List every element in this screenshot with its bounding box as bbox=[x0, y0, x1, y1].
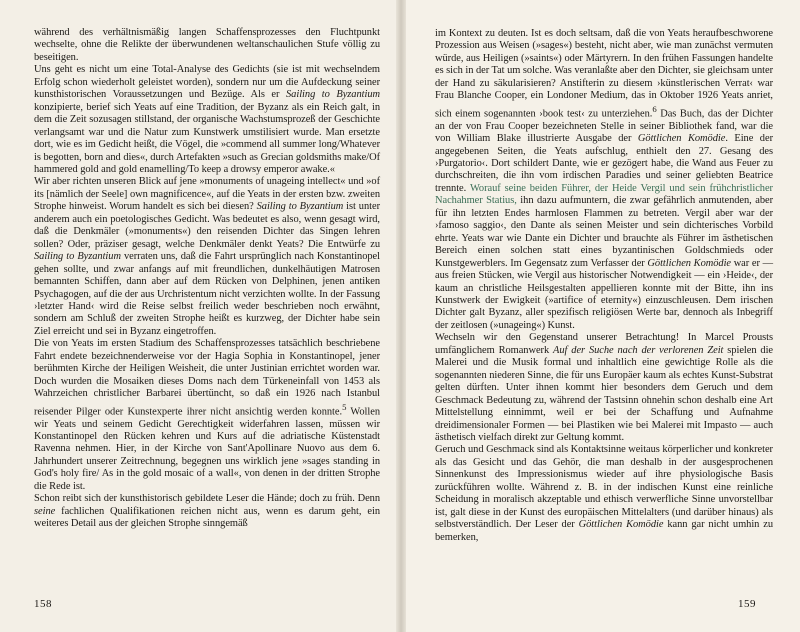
text-run: im Kontext zu deuten. Ist es doch seltsam, daß die von Yeats heraufbeschworene Prozession aus Weisen (»sages«) besteht, nicht aber, wie man zunächst vermuten würde, aus Heiligen (»saints«) oder Märtyrern. In den frühen Fassungen handelte es sich in der Tat um solche. Was veranlaßte aber den Dichter, sie gleichsam unter der Hand zu säkularisieren? Anstifterin zu diesem ›künstlerischen Verrat‹ war Frau Blanche Cooper, ein Londoner Medium, das in Oktober 1926 Yeats anriet, sich einem sogenannten ›book test‹ zu unterziehen. bbox=[435, 28, 773, 120]
paragraph bbox=[34, 338, 380, 493]
text-run: Geruch und Geschmack sind als Kontaktsinne weitaus körperlicher und konkreter als das Gesicht und das Gehör, die man deshalb in der ausgesprochenen Sinnenkunst des Impressionismus wieder auf ihre physiologische Basis zurückführen wollte. Während z. B. in der indischen Kunst eine reinliche Scheidung in moralisch akzeptable und ethisch verwerfliche Sinne unvorstellbar ist, galt diese in der Kunst des europäischen Mittelalters (und darüber hinaus) als selbstverständlich. Der Leser der bbox=[435, 444, 773, 531]
text-run: verraten uns, daß die Fahrt ursprünglich nach Konstantinopel gehen sollte, und zwar anfangs auf mit freundlichen, dunkelhäutigen Matrosen bemannten Schiffen, dann aber auf dem Rücken von Delphinen, jenen antiken Psychagogen, auf die der aus Urchristentum nicht verzichten wollte. In der Fassung ›letzter Hand‹ wird die Reise selbst freilich weder beschrieben noch erwähnt, sondern am Schluß der zweiten Strophe heißt es kurzweg, der Dichter habe sein Ziel erreicht und sei in Byzanz eingetroffen. bbox=[34, 251, 380, 337]
text-run: war er — aus freien Stücken, wie Vergil aus historischer Notwendigkeit — ein ›Heide‹, der kaum an christliche Heilsgestalten appellieren konnte mit der Bitte, ihn ins Kunstwerk der Ewigkeit (»artifice of eternity«) einzuschleusen. Dem irischen Dichter galt Byzanz, aller spezifisch religiösen Werte bar, dennoch als Inbegriff der zeitlosen (»unageing«) Kunst. bbox=[435, 257, 773, 331]
page-number: 158 bbox=[34, 598, 52, 610]
work-title: Göttlichen Komödie bbox=[647, 257, 731, 269]
left-page-text bbox=[34, 27, 380, 531]
paragraph bbox=[34, 176, 380, 338]
paragraph bbox=[34, 64, 380, 176]
paragraph bbox=[435, 444, 773, 544]
text-run: fachlichen Qualifikationen reichen nicht aus, wenn es darum geht, ein weiteres Detail aus der gleichen Strophe sinngemäß bbox=[34, 505, 380, 530]
text-run: spielen die Malerei und die Musik formal und inhaltlich eine gewichtige Rolle als die sogenannten niederen Sinne, die für uns Europäer kaum als echtes Kunst-Substrat gelten dürften. Unter ihnen kommt hier besonders dem Geruch und dem Geschmack Bedeutung zu, während der Tastsinn ohnehin schon deshalb eine Art Mittelstellung einnimmt, weil er bei der Schaffung und Aufnahme dreidimensionaler Formen — bei Plastiken wie bei Malerei mit Impasto — auch ästhetisch vielfach direkt zur Geltung kommt. bbox=[435, 344, 774, 443]
text-run: Schon reibt sich der kunsthistorisch gebildete Leser die Hände; doch zu früh. Denn bbox=[34, 493, 380, 505]
footnote-marker: 5 bbox=[342, 401, 347, 412]
work-title: Sailing to Byzantium bbox=[34, 251, 121, 263]
text-run: Die von Yeats im ersten Stadium des Schaffensprozesses tatsächlich beschriebene Fahrt endete bezeichnenderweise vor der Hagia Sophia in Konstantinopel, jener berühmten Kirche der Heiligen Weisheit, die unter Justinian errichtet worden war. Doch wurden die Mosaiken dieses Doms nach dem Türkeneinfall von 1453 als Wahrzeichen christlicher Barbarei übertüncht, so daß ein 1926 nach Istanbul reisender Pilger oder Kunstexperte ihrer nicht ansichtig werden konnte. bbox=[34, 338, 380, 418]
work-title: Göttlichen Komödie bbox=[578, 519, 664, 531]
text-run: während des verhältnismäßig langen Schaffensprozesses den Fluchtpunkt wechselte, ohne die Relikte der überwundenen weltanschaulichen Stufe völlig zu beseitigen. bbox=[34, 27, 380, 63]
emphasis: seine bbox=[34, 505, 56, 517]
work-title: Göttlichen Komödie bbox=[637, 133, 726, 145]
work-title: Sailing to Byzantium bbox=[286, 89, 380, 101]
text-run: ist unter anderem auch ein poetologisches Gedicht. Was bedeutet es also, wenn gesagt wird, daß die Denkmäler (»monuments«) den reisenden Dichter das Singen lehren sollen? Oder, präziser gesagt, welche Denkmäler denkt Yeats? Die Entwürfe zu bbox=[34, 201, 380, 250]
paragraph bbox=[435, 332, 773, 444]
work-title: Sailing to Byzantium bbox=[256, 201, 344, 213]
text-run: Wir aber richten unseren Blick auf jene »monuments of unageing intellect« und »of its [nämlich der Seele] own magnificence«, auf die Yeats in der ersten bzw. zweiten Strophe hinweist. Worum handelt es sich bei diesen? bbox=[34, 176, 380, 213]
page-number: 159 bbox=[738, 598, 756, 610]
text-run: Wollen wir Yeats und seinem Gedicht Gerechtigkeit widerfahren lassen, müssen wir Konstantinopel den Rücken kehren und Kurs auf die adriatische Küstenstadt Ravenna nehmen. Hier, in der Kirche von Sant'Apollinare Nuovo aus dem 6. Jahrhundert unserer Zeitrechnung, begegnen uns wirklich jene »sages standing in God's holy fire/ As in the gold mosaic of a wall«, von denen in der dritten Strophe die Rede ist. bbox=[34, 406, 380, 492]
work-title: Auf der Suche nach der verlorenen Zeit bbox=[553, 344, 724, 356]
footnote-marker: 6 bbox=[652, 103, 657, 114]
text-run: ihn dazu aufmuntern, die zwar gefährlich anmutenden, aber für ihn letzten Endes harmlosen Flammen zu betreten. Vergil aber war der ›famoso saggio‹, den Dante als seinen Meister und sein dichterisches Vorbild ehrte. Yeats war wie Dante ein Dichter und brauchte als Führer im ästhetischen Bereich einen solchen statt eines byzantinischen Goldschmieds oder Kunstgewerblers. Im Gegensatz zum Verfasser der bbox=[435, 195, 774, 269]
book-gutter bbox=[396, 0, 406, 632]
paragraph bbox=[34, 27, 380, 64]
text-run: kann gar nicht umhin zu bemerken, bbox=[435, 519, 773, 543]
highlighted-text: Worauf seine beiden Führer, der Heide Vergil und sein frühchristlicher Nachahmer Statius, bbox=[435, 182, 773, 207]
text-run: konzipierte, berief sich Yeats auf eine Tradition, der Byzanz als ein Reich galt, in dem die Zeit sozusagen stillstand, der organische Wachstumsprozeß der Geschichte verlangsamt war und die Natur zum Kunstwerk umstilisiert wurde. Man ersetzte dort, wie es im Gedicht heißt, die Vögel, die »commend all summer long/Whatever is begotten, born and dies«, durch Artefakten »such as Grecian goldsmiths make/Of hammered gold and gold enamelling/To keep a drowsy emperor awake.« bbox=[34, 101, 380, 175]
text-run: . Eine der angegebenen Seiten, die Yeats aufschlug, enthielt den 27. Gesang des ›Purgatorio‹. Dort schildert Dante, wie er gezögert habe, die Wand aus Feuer zu durchschreiten, die ihn vom irdischen Paradies und seiner geliebten Beatrice trennte. bbox=[435, 133, 773, 194]
text-run: Wechseln wir den Gegenstand unserer Betrachtung! In Marcel Prousts umfänglichem Romanwerk bbox=[435, 332, 773, 356]
right-page-text bbox=[435, 28, 773, 544]
text-run: Das Buch, das der Dichter an der von Frau Cooper bezeichneten Stelle in seiner Bibliothek fand, war die von William Blake illustrierte Ausgabe der bbox=[435, 108, 773, 145]
right-page bbox=[401, 0, 800, 632]
text-run: Uns geht es nicht um eine Total-Analyse des Gedichts (sie ist mit wechselndem Erfolg schon wiederholt geleistet worden), sondern nur um die Aufdeckung seiner kunsthistorischen Voraussetzungen und Bezüge. Als er bbox=[34, 64, 380, 101]
paragraph bbox=[435, 28, 773, 332]
paragraph bbox=[34, 493, 380, 530]
